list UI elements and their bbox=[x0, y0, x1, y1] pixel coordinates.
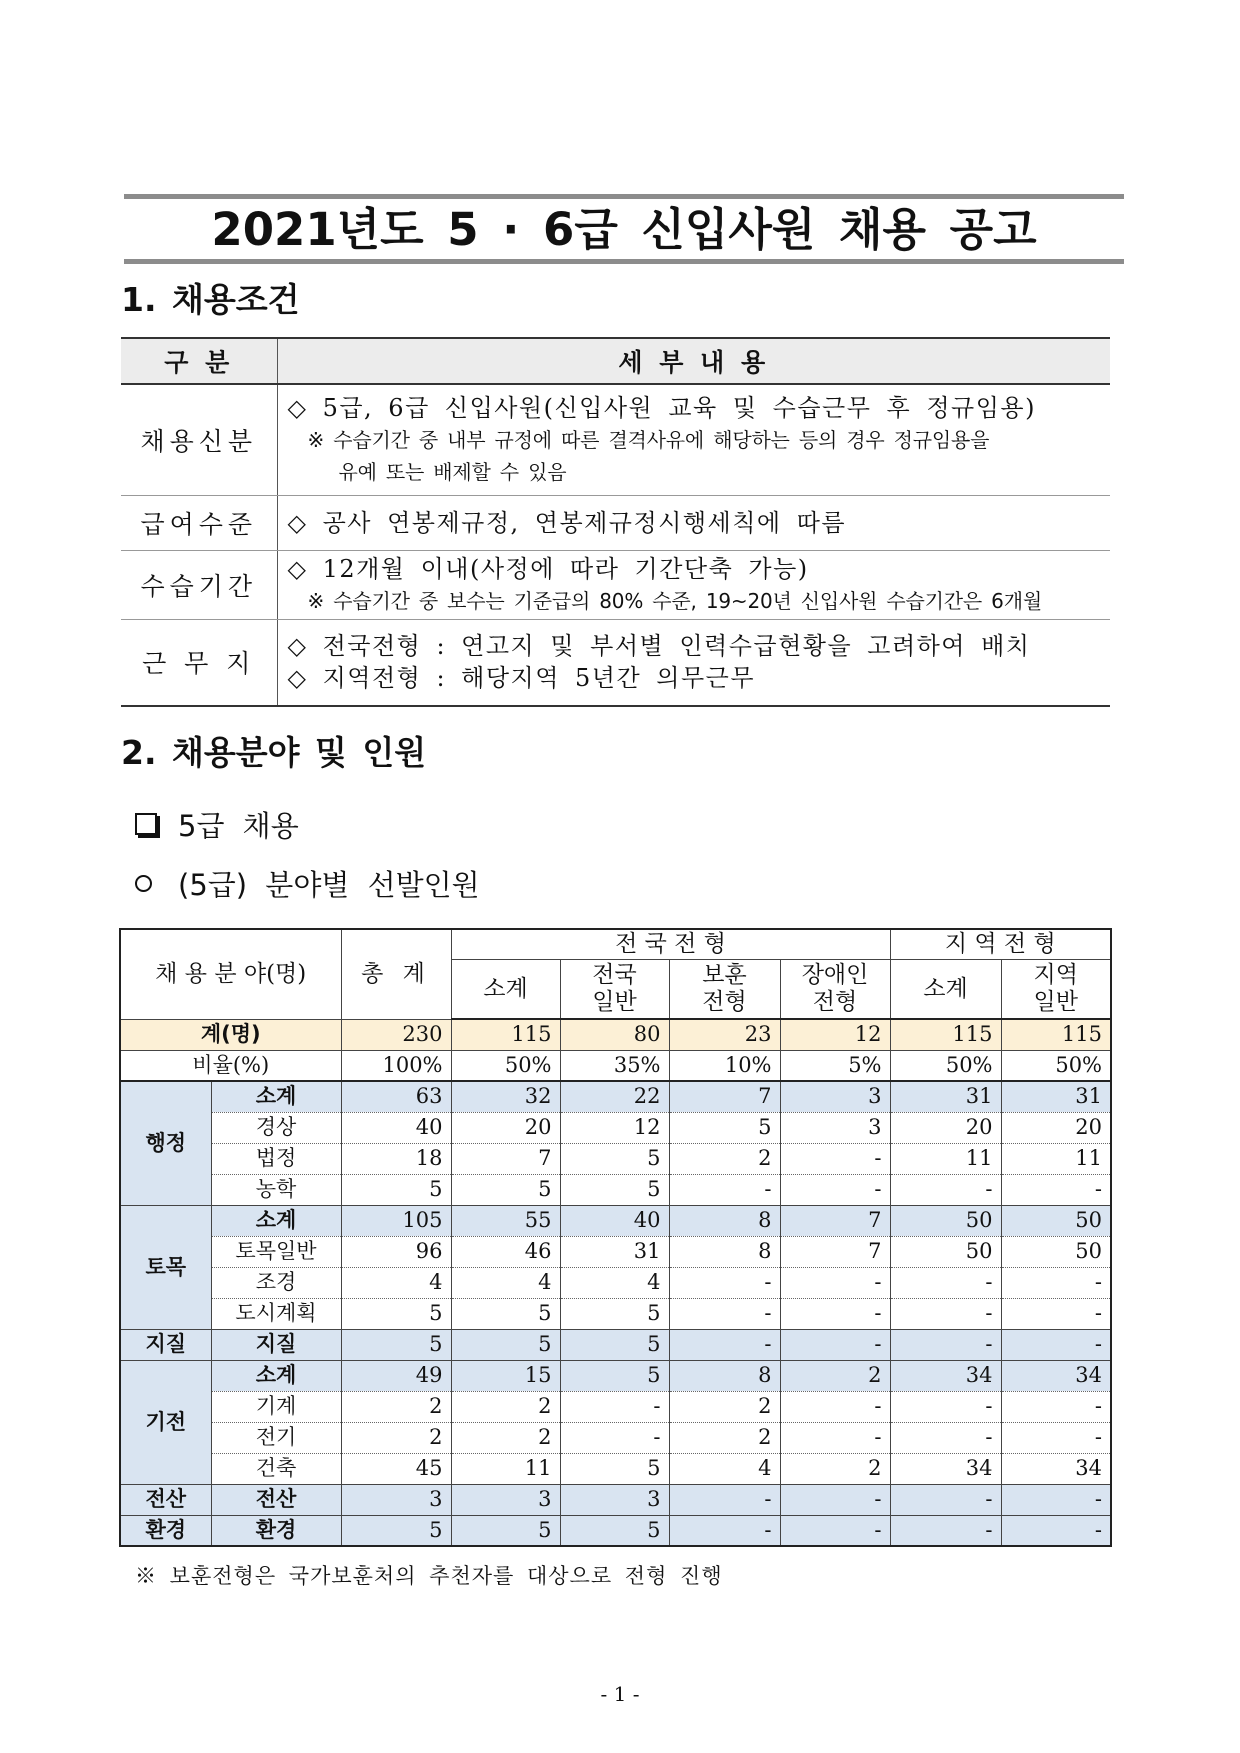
value-cell: 20 bbox=[890, 1112, 1001, 1143]
header-national: 전 국 전 형 bbox=[451, 929, 890, 960]
value-cell: - bbox=[1001, 1484, 1111, 1515]
value-cell: 12 bbox=[780, 1019, 890, 1050]
field-group-cell: 행정 bbox=[120, 1081, 211, 1205]
field-row bbox=[120, 1298, 1111, 1329]
value-cell: 8 bbox=[669, 1236, 780, 1267]
value-cell: 5 bbox=[560, 1515, 669, 1546]
value-cell: 105 bbox=[341, 1205, 451, 1236]
value-cell: 3 bbox=[780, 1112, 890, 1143]
value-cell: 115 bbox=[890, 1019, 1001, 1050]
conditions-header-category: 구 분 bbox=[121, 338, 277, 384]
field-group-cell: 지질 bbox=[120, 1329, 211, 1360]
value-cell: 2 bbox=[451, 1391, 560, 1422]
field-row bbox=[120, 1453, 1111, 1484]
condition-line: ◇ 5급, 6급 신입사원(신입사원 교육 및 수습근무 후 정규임용) bbox=[287, 393, 1036, 422]
value-cell: 50% bbox=[451, 1050, 560, 1081]
value-cell: - bbox=[890, 1391, 1001, 1422]
field-row bbox=[120, 1174, 1111, 1205]
value-cell: 20 bbox=[1001, 1112, 1111, 1143]
field-subtotal-row bbox=[120, 1515, 1111, 1546]
field-label: 소계 bbox=[211, 1360, 341, 1391]
value-cell: 3 bbox=[560, 1484, 669, 1515]
value-cell: 2 bbox=[669, 1143, 780, 1174]
field-label: 지질 bbox=[211, 1329, 341, 1360]
value-cell: 50% bbox=[890, 1050, 1001, 1081]
value-cell: 115 bbox=[1001, 1019, 1111, 1050]
value-cell: 31 bbox=[890, 1081, 1001, 1112]
value-cell: - bbox=[669, 1174, 780, 1205]
field-row bbox=[120, 1391, 1111, 1422]
condition-note: ※ 수습기간 중 내부 규정에 따른 결격사유에 해당하는 등의 경우 정규임용을 bbox=[307, 427, 990, 452]
title-block bbox=[124, 194, 1124, 264]
value-cell: - bbox=[669, 1329, 780, 1360]
value-cell: 2 bbox=[669, 1391, 780, 1422]
value-cell: - bbox=[1001, 1391, 1111, 1422]
value-cell: - bbox=[890, 1515, 1001, 1546]
value-cell: 2 bbox=[341, 1422, 451, 1453]
allocation-header-row bbox=[120, 929, 1111, 960]
value-cell: 2 bbox=[669, 1422, 780, 1453]
condition-line: ◇ 지역전형 : 해당지역 5년간 의무근무 bbox=[287, 664, 756, 693]
value-cell: 11 bbox=[890, 1143, 1001, 1174]
table-title bbox=[135, 865, 480, 901]
value-cell: 3 bbox=[780, 1081, 890, 1112]
field-group-cell: 토목 bbox=[120, 1205, 211, 1329]
condition-line: ◇ 12개월 이내(사정에 따라 기간단축 가능) bbox=[287, 554, 809, 583]
value-cell: 40 bbox=[341, 1112, 451, 1143]
condition-row-employment-status bbox=[121, 384, 1110, 495]
conditions-header-row bbox=[121, 338, 1110, 384]
value-cell: - bbox=[1001, 1515, 1111, 1546]
value-cell: - bbox=[780, 1391, 890, 1422]
value-cell: 5% bbox=[780, 1050, 890, 1081]
value-cell: 34 bbox=[1001, 1360, 1111, 1391]
value-cell: - bbox=[890, 1298, 1001, 1329]
value-cell: 10% bbox=[669, 1050, 780, 1081]
value-cell: 5 bbox=[451, 1174, 560, 1205]
value-cell: - bbox=[669, 1298, 780, 1329]
value-cell: - bbox=[669, 1267, 780, 1298]
footnote: ※ 보훈전형은 국가보훈처의 추천자를 대상으로 전형 진행 bbox=[135, 1564, 723, 1588]
value-cell: - bbox=[669, 1484, 780, 1515]
condition-label: 근 무 지 bbox=[121, 619, 277, 706]
field-row bbox=[120, 1236, 1111, 1267]
value-cell: 5 bbox=[451, 1515, 560, 1546]
grade-title bbox=[135, 806, 299, 842]
value-cell: 115 bbox=[451, 1019, 560, 1050]
value-cell: 45 bbox=[341, 1453, 451, 1484]
value-cell: 7 bbox=[780, 1205, 890, 1236]
value-cell: 34 bbox=[890, 1453, 1001, 1484]
condition-line: ◇ 전국전형 : 연고지 및 부서별 인력수급현황을 고려하여 배치 bbox=[287, 632, 1031, 661]
field-label: 조경 bbox=[211, 1267, 341, 1298]
field-label: 경상 bbox=[211, 1112, 341, 1143]
value-cell: 4 bbox=[341, 1267, 451, 1298]
value-cell: 5 bbox=[669, 1112, 780, 1143]
value-cell: 63 bbox=[341, 1081, 451, 1112]
value-cell: - bbox=[1001, 1329, 1111, 1360]
value-cell: 96 bbox=[341, 1236, 451, 1267]
field-subtotal-row bbox=[120, 1329, 1111, 1360]
value-cell: - bbox=[560, 1422, 669, 1453]
value-cell: - bbox=[780, 1329, 890, 1360]
field-label: 법정 bbox=[211, 1143, 341, 1174]
value-cell: - bbox=[1001, 1267, 1111, 1298]
condition-label: 급여수준 bbox=[121, 495, 277, 550]
value-cell: 50% bbox=[1001, 1050, 1111, 1081]
total-row bbox=[120, 1019, 1111, 1050]
condition-label: 수습기간 bbox=[121, 550, 277, 619]
field-label: 토목일반 bbox=[211, 1236, 341, 1267]
field-subtotal-row bbox=[120, 1484, 1111, 1515]
field-label: 농학 bbox=[211, 1174, 341, 1205]
value-cell: - bbox=[560, 1391, 669, 1422]
value-cell: 5 bbox=[341, 1174, 451, 1205]
conditions-table bbox=[121, 337, 1110, 707]
value-cell: 2 bbox=[780, 1453, 890, 1484]
value-cell: 4 bbox=[669, 1453, 780, 1484]
condition-row-probation bbox=[121, 550, 1110, 619]
field-label: 소계 bbox=[211, 1205, 341, 1236]
field-row bbox=[120, 1422, 1111, 1453]
header-national-disabled: 장애인 전형 bbox=[780, 960, 890, 1020]
value-cell: 5 bbox=[341, 1329, 451, 1360]
field-group-cell: 기전 bbox=[120, 1360, 211, 1484]
value-cell: 100% bbox=[341, 1050, 451, 1081]
value-cell: 50 bbox=[890, 1205, 1001, 1236]
value-cell: 5 bbox=[560, 1329, 669, 1360]
value-cell: - bbox=[780, 1174, 890, 1205]
value-cell: 35% bbox=[560, 1050, 669, 1081]
value-cell: - bbox=[669, 1515, 780, 1546]
field-subtotal-row bbox=[120, 1360, 1111, 1391]
document-title: 2021년도 5 · 6급 신입사원 채용 공고 bbox=[211, 202, 1037, 256]
square-bullet-icon bbox=[135, 813, 157, 835]
value-cell: 5 bbox=[341, 1298, 451, 1329]
value-cell: 11 bbox=[451, 1453, 560, 1484]
value-cell: 4 bbox=[560, 1267, 669, 1298]
field-subtotal-row bbox=[120, 1081, 1111, 1112]
value-cell: 31 bbox=[1001, 1081, 1111, 1112]
field-label: 기계 bbox=[211, 1391, 341, 1422]
value-cell: 18 bbox=[341, 1143, 451, 1174]
value-cell: 5 bbox=[560, 1174, 669, 1205]
value-cell: 5 bbox=[451, 1329, 560, 1360]
value-cell: 8 bbox=[669, 1360, 780, 1391]
header-national-veteran: 보훈 전형 bbox=[669, 960, 780, 1020]
value-cell: 15 bbox=[451, 1360, 560, 1391]
value-cell: 5 bbox=[451, 1298, 560, 1329]
field-row bbox=[120, 1112, 1111, 1143]
header-regional-general: 지역 일반 bbox=[1001, 960, 1111, 1020]
value-cell: 20 bbox=[451, 1112, 560, 1143]
field-group-cell: 전산 bbox=[120, 1484, 211, 1515]
value-cell: 4 bbox=[451, 1267, 560, 1298]
value-cell: 31 bbox=[560, 1236, 669, 1267]
value-cell: 40 bbox=[560, 1205, 669, 1236]
value-cell: - bbox=[780, 1298, 890, 1329]
value-cell: 46 bbox=[451, 1236, 560, 1267]
value-cell: 55 bbox=[451, 1205, 560, 1236]
value-cell: 22 bbox=[560, 1081, 669, 1112]
value-cell: 2 bbox=[451, 1422, 560, 1453]
grade-title-text: 5급 채용 bbox=[178, 808, 299, 843]
section-heading-conditions: 1. 채용조건 bbox=[121, 280, 300, 319]
ratio-row bbox=[120, 1050, 1111, 1081]
value-cell: - bbox=[890, 1174, 1001, 1205]
condition-content bbox=[277, 384, 1110, 495]
condition-content bbox=[277, 550, 1110, 619]
value-cell: - bbox=[890, 1267, 1001, 1298]
value-cell: 50 bbox=[890, 1236, 1001, 1267]
value-cell: 7 bbox=[451, 1143, 560, 1174]
page-number: - 1 - bbox=[600, 1682, 640, 1706]
condition-label: 채용신분 bbox=[121, 384, 277, 495]
value-cell: 2 bbox=[341, 1391, 451, 1422]
field-row bbox=[120, 1267, 1111, 1298]
value-cell: - bbox=[1001, 1298, 1111, 1329]
value-cell: - bbox=[890, 1484, 1001, 1515]
field-label: 환경 bbox=[211, 1515, 341, 1546]
header-field: 채 용 분 야(명) bbox=[120, 929, 341, 1019]
allocation-table-body bbox=[120, 1019, 1111, 1546]
value-cell: 5 bbox=[560, 1453, 669, 1484]
field-label: 건축 bbox=[211, 1453, 341, 1484]
circle-bullet-icon bbox=[135, 875, 152, 892]
value-cell: - bbox=[780, 1484, 890, 1515]
value-cell: 230 bbox=[341, 1019, 451, 1050]
value-cell: - bbox=[780, 1422, 890, 1453]
value-cell: 11 bbox=[1001, 1143, 1111, 1174]
value-cell: 8 bbox=[669, 1205, 780, 1236]
value-cell: - bbox=[1001, 1422, 1111, 1453]
header-national-general: 전국 일반 bbox=[560, 960, 669, 1020]
value-cell: - bbox=[890, 1329, 1001, 1360]
value-cell: 50 bbox=[1001, 1205, 1111, 1236]
value-cell: 12 bbox=[560, 1112, 669, 1143]
field-subtotal-row bbox=[120, 1205, 1111, 1236]
value-cell: - bbox=[780, 1143, 890, 1174]
condition-note-continued: 유예 또는 배제할 수 있음 bbox=[338, 459, 567, 484]
value-cell: - bbox=[780, 1267, 890, 1298]
header-regional: 지 역 전 형 bbox=[890, 929, 1111, 960]
value-cell: 34 bbox=[1001, 1453, 1111, 1484]
value-cell: 34 bbox=[890, 1360, 1001, 1391]
field-label: 전기 bbox=[211, 1422, 341, 1453]
condition-note: ※ 수습기간 중 보수는 기준급의 80% 수준, 19~20년 신입사원 수습기간은 6개월 bbox=[307, 588, 1042, 613]
value-cell: 7 bbox=[669, 1081, 780, 1112]
condition-line: ◇ 공사 연봉제규정, 연봉제규정시행세칙에 따름 bbox=[287, 508, 847, 537]
total-row-label: 계(명) bbox=[120, 1019, 341, 1050]
condition-row-salary bbox=[121, 495, 1110, 550]
field-row bbox=[120, 1143, 1111, 1174]
condition-content bbox=[277, 619, 1110, 706]
condition-content bbox=[277, 495, 1110, 550]
value-cell: 5 bbox=[560, 1143, 669, 1174]
value-cell: 5 bbox=[560, 1360, 669, 1391]
header-regional-subtotal: 소계 bbox=[890, 960, 1001, 1020]
conditions-header-details: 세 부 내 용 bbox=[277, 338, 1110, 384]
field-group-cell: 환경 bbox=[120, 1515, 211, 1546]
value-cell: 50 bbox=[1001, 1236, 1111, 1267]
value-cell: 80 bbox=[560, 1019, 669, 1050]
value-cell: 32 bbox=[451, 1081, 560, 1112]
field-label: 도시계획 bbox=[211, 1298, 341, 1329]
header-national-subtotal: 소계 bbox=[451, 960, 560, 1020]
allocation-table bbox=[119, 928, 1112, 1547]
table-title-text: (5급) 분야별 선발인원 bbox=[178, 867, 480, 902]
value-cell: - bbox=[1001, 1174, 1111, 1205]
value-cell: 3 bbox=[451, 1484, 560, 1515]
field-label: 소계 bbox=[211, 1081, 341, 1112]
value-cell: 2 bbox=[780, 1360, 890, 1391]
section-heading-allocation: 2. 채용분야 및 인원 bbox=[121, 733, 427, 772]
value-cell: 5 bbox=[560, 1298, 669, 1329]
ratio-row-label: 비율(%) bbox=[120, 1050, 341, 1081]
value-cell: 3 bbox=[341, 1484, 451, 1515]
value-cell: - bbox=[890, 1422, 1001, 1453]
value-cell: 49 bbox=[341, 1360, 451, 1391]
value-cell: 23 bbox=[669, 1019, 780, 1050]
field-label: 전산 bbox=[211, 1484, 341, 1515]
value-cell: - bbox=[780, 1515, 890, 1546]
value-cell: 5 bbox=[341, 1515, 451, 1546]
header-total: 총 계 bbox=[341, 929, 451, 1019]
condition-row-workplace bbox=[121, 619, 1110, 706]
value-cell: 7 bbox=[780, 1236, 890, 1267]
